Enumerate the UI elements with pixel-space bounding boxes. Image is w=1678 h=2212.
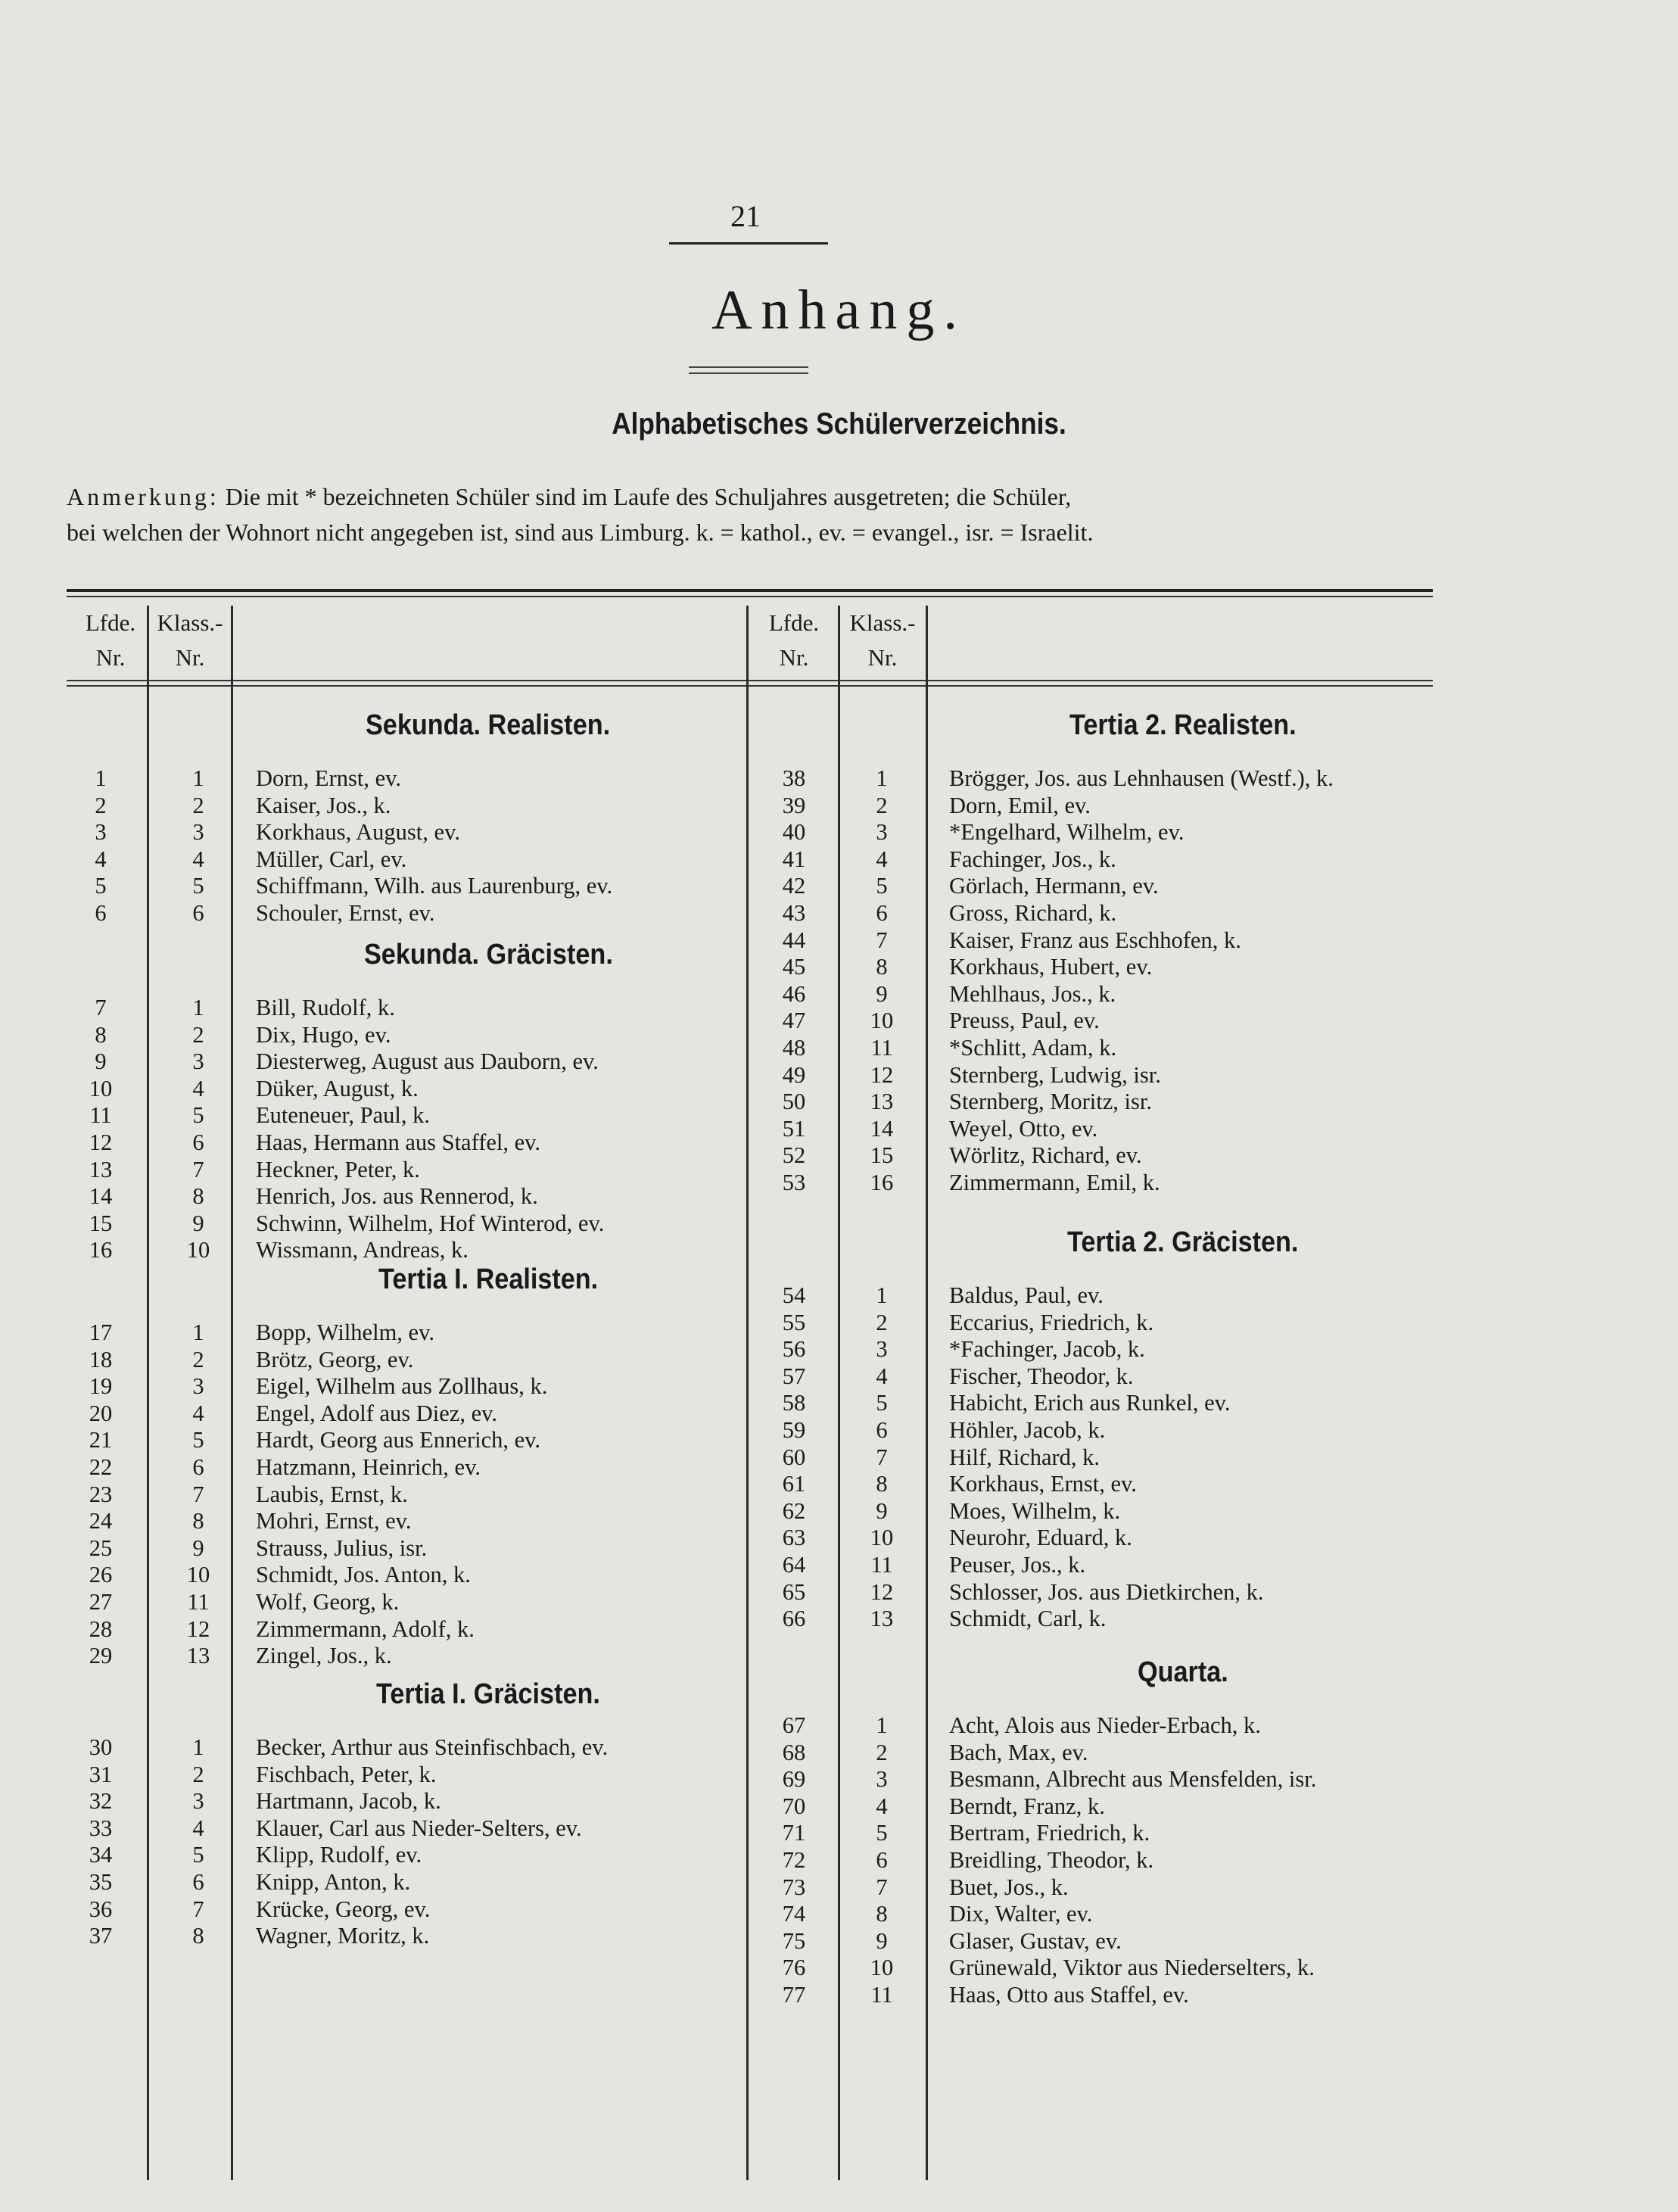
class-number: 2 [192,792,204,818]
running-number: 44 [782,927,806,953]
student-entry: Fachinger, Jos., k. [949,846,1116,872]
running-number: 15 [89,1210,113,1236]
running-number: 70 [782,1793,806,1819]
running-number: 75 [782,1927,806,1954]
student-entry: Knipp, Anton, k. [256,1869,411,1895]
student-entry: Heckner, Peter, k. [256,1156,420,1182]
class-number: 10 [870,1955,894,1981]
student-entry: Haas, Hermann aus Staffel, ev. [256,1129,541,1155]
student-entry: Schwinn, Wilhelm, Hof Winterod, ev. [256,1210,605,1236]
class-number: 12 [870,1578,894,1605]
running-number: 30 [89,1734,113,1760]
running-number: 33 [89,1815,113,1841]
class-number: 7 [192,1481,204,1507]
running-number: 23 [89,1481,113,1507]
running-number: 17 [89,1319,113,1345]
class-number: 14 [870,1115,894,1142]
table-top-rule [67,589,1433,592]
running-number: 25 [89,1534,113,1561]
class-number: 9 [876,980,888,1007]
class-number: 2 [876,792,888,818]
student-entry: Berndt, Franz, k. [949,1793,1105,1819]
class-number: 5 [876,1390,888,1416]
student-entry: Korkhaus, Ernst, ev. [949,1471,1137,1497]
running-number: 6 [95,900,107,926]
class-number: 8 [876,1471,888,1497]
running-number: 24 [89,1508,113,1534]
student-entry: Engel, Adolf aus Diez, ev. [256,1400,498,1426]
running-number: 28 [89,1615,113,1642]
student-entry: Breidling, Theodor, k. [949,1847,1154,1873]
running-number: 34 [89,1842,113,1868]
student-entry: Bopp, Wilhelm, ev. [256,1319,434,1345]
student-entry: Henrich, Jos. aus Rennerod, k. [256,1183,538,1210]
class-number: 1 [876,1282,888,1308]
class-number: 3 [192,1373,204,1400]
class-number: 1 [876,765,888,791]
section-title: Tertia I. Gräcisten. [376,1678,600,1710]
student-entry: Dix, Walter, ev. [949,1901,1093,1927]
running-number: 55 [782,1309,806,1335]
header-klass-right: Klass.- Nr. [849,609,916,671]
class-number: 10 [870,1008,894,1034]
class-number: 6 [192,900,204,926]
class-number: 1 [192,1734,204,1760]
student-entry: Gross, Richard, k. [949,900,1117,926]
student-entry: Bertram, Friedrich, k. [949,1820,1150,1846]
class-number: 9 [876,1927,888,1954]
class-number: 15 [870,1142,894,1169]
running-number: 57 [782,1363,806,1389]
student-entry: Dorn, Ernst, ev. [256,765,401,791]
column-divider [746,606,749,2180]
student-entry: Fischer, Theodor, k. [949,1363,1134,1389]
class-number: 7 [876,1444,888,1470]
running-number: 61 [782,1471,806,1497]
class-number: 2 [192,1761,204,1787]
running-number: 64 [782,1552,806,1578]
class-number: 9 [192,1534,204,1561]
student-entry: Zingel, Jos., k. [256,1643,392,1669]
running-number: 77 [782,1982,806,2008]
student-entry: Kaiser, Jos., k. [256,792,391,818]
student-entry: Moes, Wilhelm, k. [949,1497,1121,1524]
running-number: 65 [782,1578,806,1605]
student-entry: *Fachinger, Jacob, k. [949,1336,1145,1363]
running-number: 40 [782,819,806,846]
running-number: 26 [89,1562,113,1588]
running-number: 52 [782,1142,806,1169]
class-number: 7 [876,1874,888,1900]
class-number: 3 [876,819,888,846]
running-number: 68 [782,1739,806,1765]
running-number: 45 [782,954,806,980]
student-entry: Schiffmann, Wilh. aus Laurenburg, ev. [256,873,613,899]
running-number: 9 [95,1048,107,1075]
column-divider [926,606,928,2180]
student-entry: Eccarius, Friedrich, k. [949,1309,1154,1335]
student-entry: Strauss, Julius, isr. [256,1534,428,1561]
running-number: 39 [782,792,806,818]
class-number: 2 [192,1021,204,1048]
student-entry: Hartmann, Jacob, k. [256,1788,441,1815]
header-bottom-rule [67,680,1433,681]
class-number: 6 [192,1454,204,1480]
running-number: 58 [782,1390,806,1416]
running-number: 36 [89,1896,113,1922]
running-number: 63 [782,1525,806,1551]
page-number-rule [669,242,828,245]
class-number: 6 [192,1869,204,1895]
student-entry: Acht, Alois aus Nieder-Erbach, k. [949,1712,1261,1738]
running-number: 37 [89,1923,113,1949]
class-number: 2 [876,1739,888,1765]
class-number: 10 [186,1237,210,1263]
class-number: 9 [876,1497,888,1524]
running-number: 12 [89,1129,113,1155]
class-number: 8 [192,1183,204,1210]
student-entry: Bill, Rudolf, k. [256,995,395,1020]
class-number: 7 [192,1156,204,1182]
student-entry: Müller, Carl, ev. [256,846,407,872]
running-number: 10 [89,1075,113,1101]
class-number: 7 [876,927,888,953]
student-entry: Klipp, Rudolf, ev. [256,1842,422,1868]
note-line-2: bei welchen der Wohnort nicht angegeben ist, sind aus Limburg. k. = kathol., ev. = evangel., isr. = Israelit. [67,519,1094,546]
class-number: 11 [870,1552,893,1578]
running-number: 11 [89,1102,112,1129]
running-number: 29 [89,1643,113,1669]
running-number: 47 [782,1008,806,1034]
header-bottom-rule-2 [67,685,1433,687]
running-number: 72 [782,1847,806,1873]
class-number: 6 [876,1417,888,1443]
class-number: 5 [192,873,204,899]
class-number: 10 [186,1562,210,1588]
class-number: 4 [192,846,204,872]
column-divider [231,606,233,2180]
running-number: 56 [782,1336,806,1363]
class-number: 9 [192,1210,204,1236]
header-lfde-left: Lfde. Nr. [85,609,136,671]
student-entry: Sternberg, Moritz, isr. [949,1089,1152,1115]
student-entry: Krücke, Georg, ev. [256,1896,431,1922]
student-entry: Mohri, Ernst, ev. [256,1508,412,1534]
class-number: 5 [192,1842,204,1868]
student-entry: Diesterweg, August aus Dauborn, ev. [256,1048,599,1075]
student-entry: Dorn, Emil, ev. [949,792,1091,818]
student-entry: Fischbach, Peter, k. [256,1761,437,1787]
running-number: 16 [89,1237,113,1263]
student-entry: Mehlhaus, Jos., k. [949,980,1116,1007]
student-entry: Kaiser, Franz aus Eschhofen, k. [949,927,1241,953]
running-number: 8 [95,1021,107,1048]
running-number: 74 [782,1901,806,1927]
running-number: 69 [782,1766,806,1793]
class-number: 5 [192,1427,204,1453]
running-number: 35 [89,1869,113,1895]
class-number: 11 [187,1589,210,1615]
running-number: 43 [782,900,806,926]
student-entry: Wissmann, Andreas, k. [256,1237,469,1263]
student-entry: Görlach, Hermann, ev. [949,873,1159,899]
student-entry: Peuser, Jos., k. [949,1552,1086,1578]
class-number: 13 [186,1643,210,1669]
class-number: 3 [876,1766,888,1793]
running-number: 41 [782,846,806,872]
class-number: 5 [876,873,888,899]
title-rule [689,366,808,374]
student-entry: Glaser, Gustav, ev. [949,1927,1122,1954]
student-entry: Grünewald, Viktor aus Niederselters, k. [949,1955,1315,1981]
running-number: 21 [89,1427,113,1453]
student-entry: *Engelhard, Wilhelm, ev. [949,819,1185,846]
running-number: 73 [782,1874,806,1900]
class-number: 3 [192,1788,204,1815]
running-number: 32 [89,1788,113,1815]
note-label: Anmerkung: [67,483,219,510]
student-entry: Weyel, Otto, ev. [949,1115,1098,1142]
class-number: 5 [192,1102,204,1129]
student-entry: Schouler, Ernst, ev. [256,900,435,926]
student-entry: Sternberg, Ludwig, isr. [949,1061,1161,1088]
class-number: 6 [876,900,888,926]
running-number: 31 [89,1761,113,1787]
running-number: 67 [782,1712,806,1738]
student-entry: Eigel, Wilhelm aus Zollhaus, k. [256,1373,548,1400]
student-entry: Habicht, Erich aus Runkel, ev. [949,1390,1231,1416]
class-number: 4 [192,1400,204,1426]
class-number: 1 [192,995,204,1020]
student-entry: *Schlitt, Adam, k. [949,1035,1117,1061]
running-number: 49 [782,1061,806,1088]
running-number: 71 [782,1820,806,1846]
student-entry: Hardt, Georg aus Ennerich, ev. [256,1427,541,1453]
running-number: 19 [89,1373,113,1400]
student-entry: Korkhaus, August, ev. [256,819,460,846]
student-entry: Preuss, Paul, ev. [949,1008,1100,1034]
running-number: 51 [782,1115,806,1142]
running-number: 66 [782,1606,806,1632]
running-number: 42 [782,873,806,899]
student-entry: Baldus, Paul, ev. [949,1282,1104,1308]
section-title: Sekunda. Gräcisten. [363,939,613,970]
running-number: 3 [95,819,107,846]
class-number: 1 [876,1712,888,1738]
class-number: 8 [192,1923,204,1949]
column-divider [147,606,149,2180]
class-number: 6 [192,1129,204,1155]
section-title: Sekunda. Realisten. [366,709,611,741]
running-number: 53 [782,1170,806,1195]
header-klass-left: Klass.- Nr. [157,609,223,671]
note-text-1: Die mit * bezeichneten Schüler sind im Laufe des Schuljahres ausgetreten; die Schüler, [225,483,1072,510]
class-number: 2 [876,1309,888,1335]
student-entry: Hatzmann, Heinrich, ev. [256,1454,481,1480]
section-title: Tertia I. Realisten. [378,1263,599,1295]
student-entry: Wörlitz, Richard, ev. [949,1142,1142,1169]
class-number: 1 [192,765,204,791]
student-entry: Dix, Hugo, ev. [256,1021,391,1048]
student-entry: Becker, Arthur aus Steinfischbach, ev. [256,1734,609,1760]
class-number: 8 [192,1508,204,1534]
running-number: 50 [782,1089,806,1115]
class-number: 12 [186,1615,210,1642]
running-number: 7 [95,995,107,1020]
note-line-1 [67,483,1437,511]
running-number: 59 [782,1417,806,1443]
running-number: 46 [782,980,806,1007]
class-number: 2 [192,1346,204,1372]
student-entry: Zimmermann, Adolf, k. [256,1615,475,1642]
class-number: 6 [876,1847,888,1873]
class-number: 13 [870,1606,894,1632]
class-number: 4 [192,1075,204,1101]
running-number: 4 [95,846,107,872]
student-entry: Laubis, Ernst, k. [256,1481,408,1507]
section-title: Tertia 2. Gräcisten. [1067,1226,1299,1258]
class-number: 4 [192,1815,204,1841]
student-entry: Düker, August, k. [256,1075,419,1101]
running-number: 1 [95,765,107,791]
student-entry: Schlosser, Jos. aus Dietkirchen, k. [949,1578,1264,1605]
class-number: 13 [870,1089,894,1115]
student-entry: Schmidt, Carl, k. [949,1606,1107,1632]
class-number: 1 [192,1319,204,1345]
student-entry: Wagner, Moritz, k. [256,1923,430,1949]
running-number: 20 [89,1400,113,1426]
student-entry: Bach, Max, ev. [949,1739,1088,1765]
class-number: 12 [870,1061,894,1088]
class-number: 11 [870,1982,893,2008]
running-number: 76 [782,1955,806,1981]
class-number: 8 [876,1901,888,1927]
section-title: Tertia 2. Realisten. [1069,709,1297,741]
class-number: 16 [870,1170,894,1195]
header-lfde-right: Lfde. Nr. [768,609,820,671]
student-entry: Besmann, Albrecht aus Mensfelden, isr. [949,1766,1317,1793]
class-number: 4 [876,846,888,872]
student-entry: Klauer, Carl aus Nieder-Selters, ev. [256,1815,582,1841]
class-number: 11 [870,1035,893,1061]
student-entry: Hilf, Richard, k. [949,1444,1101,1470]
column-divider [838,606,840,2180]
student-entry: Euteneuer, Paul, k. [256,1102,431,1129]
page-number: 21 [730,199,761,233]
running-number: 62 [782,1497,806,1524]
student-entry: Schmidt, Jos. Anton, k. [256,1562,471,1588]
student-entry: Haas, Otto aus Staffel, ev. [949,1982,1189,2008]
student-entry: Brötz, Georg, ev. [256,1346,414,1372]
running-number: 54 [782,1282,806,1308]
class-number: 5 [876,1820,888,1846]
running-number: 5 [95,873,107,899]
class-number: 4 [876,1793,888,1819]
running-number: 18 [89,1346,113,1372]
class-number: 3 [192,819,204,846]
table-top-rule-thin [67,596,1433,597]
running-number: 27 [89,1589,113,1615]
subtitle: Alphabetisches Schülerverzeichnis. [612,407,1066,441]
running-number: 2 [95,792,107,818]
student-entry: Neurohr, Eduard, k. [949,1525,1132,1551]
class-number: 7 [192,1896,204,1922]
section-title: Quarta. [1138,1656,1228,1688]
class-number: 3 [876,1336,888,1363]
running-number: 13 [89,1156,113,1182]
running-number: 38 [782,765,806,791]
class-number: 4 [876,1363,888,1389]
student-entry: Buet, Jos., k. [949,1874,1069,1900]
running-number: 48 [782,1035,806,1061]
student-entry: Höhler, Jacob, k. [949,1417,1106,1443]
student-entry: Zimmermann, Emil, k. [949,1170,1160,1195]
class-number: 8 [876,954,888,980]
student-entry: Wolf, Georg, k. [256,1589,400,1615]
student-entry: Brögger, Jos. aus Lehnhausen (Westf.), k. [949,765,1334,791]
running-number: 22 [89,1454,113,1480]
class-number: 3 [192,1048,204,1075]
class-number: 10 [870,1525,894,1551]
student-entry: Korkhaus, Hubert, ev. [949,954,1153,980]
running-number: 60 [782,1444,806,1470]
page-title: Anhang. [711,279,967,341]
running-number: 14 [89,1183,113,1210]
